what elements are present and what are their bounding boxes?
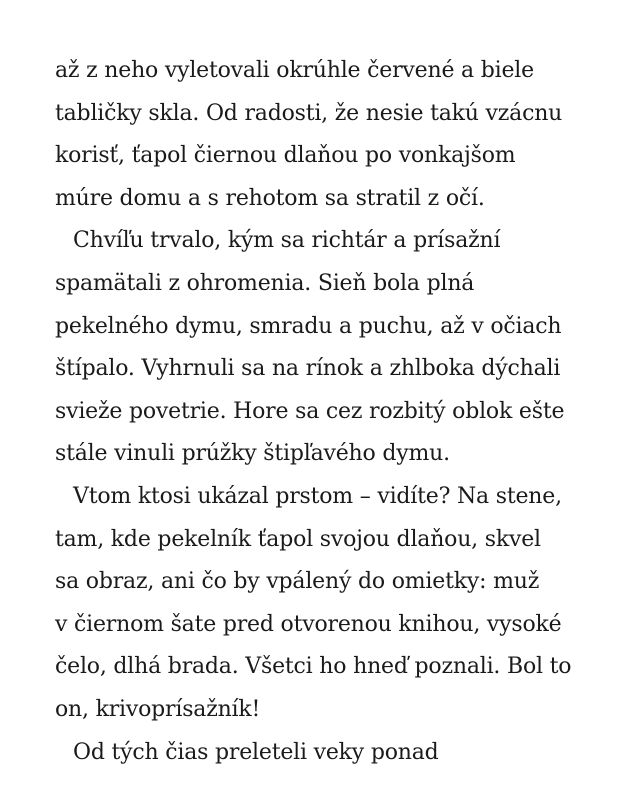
text-line: múre domu a s rehotom sa stratil z očí. <box>55 185 485 211</box>
text-line: Od tých čias preleteli veky ponad <box>73 739 439 765</box>
text-line: v čiernom šate pred otvorenou knihou, vysoké <box>55 611 562 637</box>
text-line: tabličky skla. Od radosti, že nesie takú vzácnu <box>55 100 563 126</box>
text-line: stále vinuli prúžky štipľavého dymu. <box>55 441 450 467</box>
text-line: štípalo. Vyhrnuli sa na rínok a zhlboka dýchali <box>55 356 561 382</box>
text-line: Vtom ktosi ukázal prstom – vidíte? Na stene, <box>73 483 562 509</box>
text-line: sa obraz, ani čo by vpálený do omietky: muž <box>55 569 540 595</box>
text-line: čelo, dlhá brada. Všetci ho hneď poznali. Bol to <box>55 654 572 680</box>
text-line: spamätali z ohromenia. Sieň bola plná <box>55 270 475 296</box>
text-line: svieže povetrie. Hore sa cez rozbitý oblok ešte <box>55 398 565 424</box>
text-line: až z neho vyletovali okrúhle červené a biele <box>55 58 534 83</box>
text-line: pekelného dymu, smradu a puchu, až v očiach <box>55 313 562 339</box>
body-text <box>55 50 595 774</box>
text-line: Chvíľu trvalo, kým sa richtár a prísažní <box>73 228 501 254</box>
text-line: on, krivoprísažník! <box>55 696 261 722</box>
text-line: korisť, ťapol čiernou dlaňou po vonkajšom <box>55 143 516 169</box>
text-line: tam, kde pekelník ťapol svojou dlaňou, skvel <box>55 526 541 552</box>
